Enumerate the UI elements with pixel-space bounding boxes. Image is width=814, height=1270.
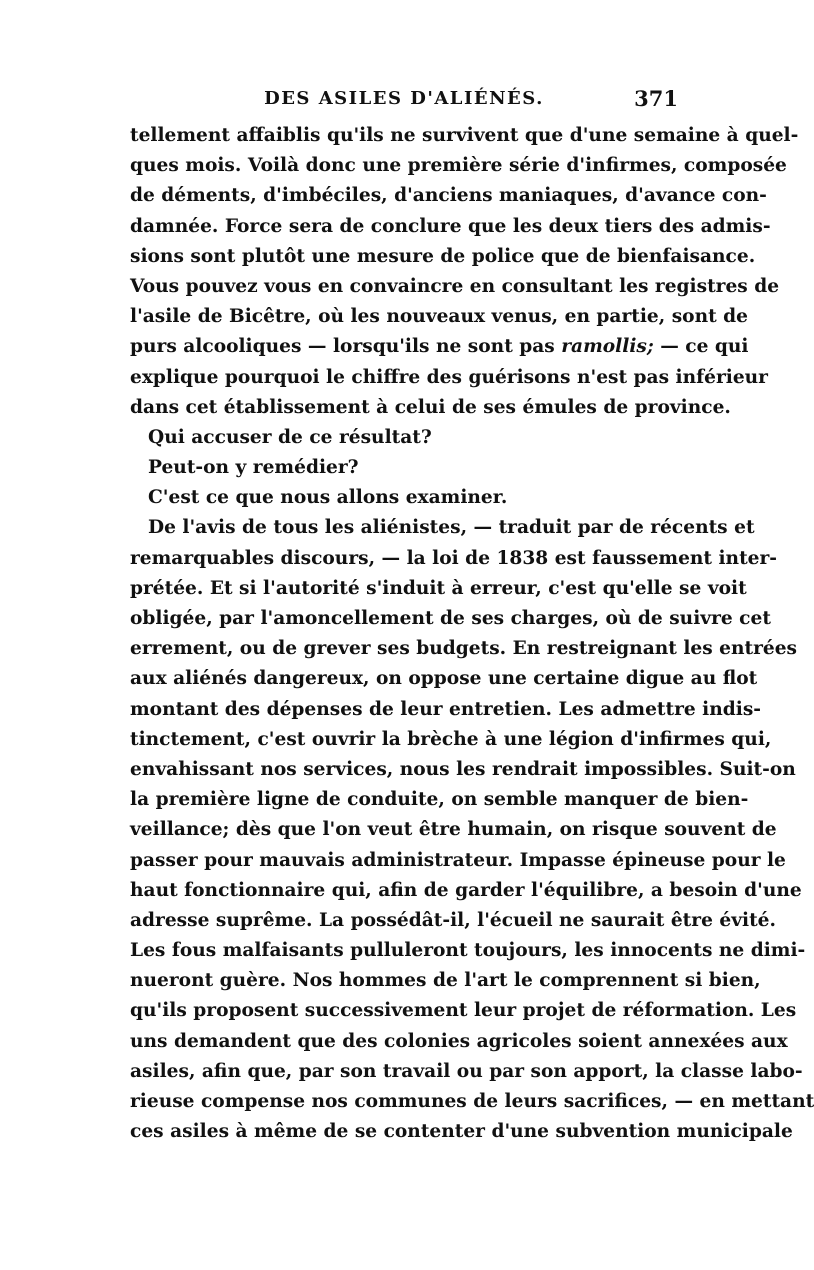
text-line: adresse suprême. La possédât-il, l'écueil ne saurait être évité. [130,909,776,931]
text-line: Vous pouvez vous en convaincre en consultant les registres de [130,275,780,297]
text-line: damnée. Force sera de conclure que les deux tiers des admis- [130,215,771,237]
running-title: DES ASILES D'ALIÉNÉS. [264,88,544,109]
body-text [130,121,814,1147]
text-line [130,332,749,362]
text-line: C'est ce que nous allons examiner. [148,487,508,509]
text-line: rieuse compense nos communes de leurs sacrifices, — en mettant [130,1091,814,1112]
text-line: tinctement, c'est ouvrir la brèche à une légion d'infirmes qui, [130,728,772,750]
text-line: de déments, d'imbéciles, d'anciens maniaques, d'avance con- [130,185,767,207]
text-line: obligée, par l'amoncellement de ses charges, où de suivre cet [130,608,771,629]
text-line: remarquables discours, — la loi de 1838 est faussement inter- [130,547,778,569]
text-line-part: purs alcooliques — lorsqu'ils ne sont pas [130,336,555,358]
text-line: passer pour mauvais administrateur. Impasse épineuse pour le [130,849,786,871]
text-line: envahissant nos services, nous les rendrait impossibles. Suit-on [130,758,796,780]
text-line: haut fonctionnaire qui, afin de garder l'équilibre, a besoin d'une [130,879,802,901]
text-line: De l'avis de tous les aliénistes, — traduit par de récents et [148,517,755,539]
page-number: 371 [634,86,678,111]
text-line: dans cet établissement à celui de ses émules de province. [130,396,731,418]
text-line: sions sont plutôt une mesure de police que de bienfaisance. [130,245,756,267]
text-line: qu'ils proposent successivement leur projet de réformation. Les [130,1000,797,1022]
text-line: Peut-on y remédier? [148,457,359,479]
text-line: ces asiles à même de se contenter d'une subvention municipale [130,1121,793,1143]
text-line: prétée. Et si l'autorité s'induit à erreur, c'est qu'elle se voit [130,577,747,599]
text-line: nueront guère. Nos hommes de l'art le comprennent si bien, [130,970,761,992]
text-line: explique pourquoi le chiffre des guérisons n'est pas inférieur [130,366,768,388]
text-line: aux aliénés dangereux, on oppose une certaine digue au flot [130,668,758,690]
text-line: errement, ou de grever ses budgets. En restreignant les entrées [130,638,798,660]
text-line: l'asile de Bicêtre, où les nouveaux venus, en partie, sont de [130,306,748,328]
text-line: Les fous malfaisants pulluleront toujours, les innocents ne dimi- [130,940,806,962]
text-line: Qui accuser de ce résultat? [148,426,432,448]
text-line: la première ligne de conduite, on semble manquer de bien- [130,789,749,811]
text-line: veillance; dès que l'on veut être humain, on risque souvent de [130,819,777,841]
text-line: ques mois. Voilà donc une première série d'infirmes, composée [130,155,787,177]
text-line: uns demandent que des colonies agricoles soient annexées aux [130,1030,788,1052]
text-line: montant des dépenses de leur entretien. Les admettre indis- [130,698,762,720]
text-line: asiles, afin que, par son travail ou par son apport, la classe labo- [130,1060,803,1082]
text-line-part: — ce qui [660,336,749,358]
running-head [130,88,678,118]
italic-word: ramollis; [561,336,654,358]
text-line: tellement affaiblis qu'ils ne survivent que d'une semaine à quel- [130,125,799,146]
